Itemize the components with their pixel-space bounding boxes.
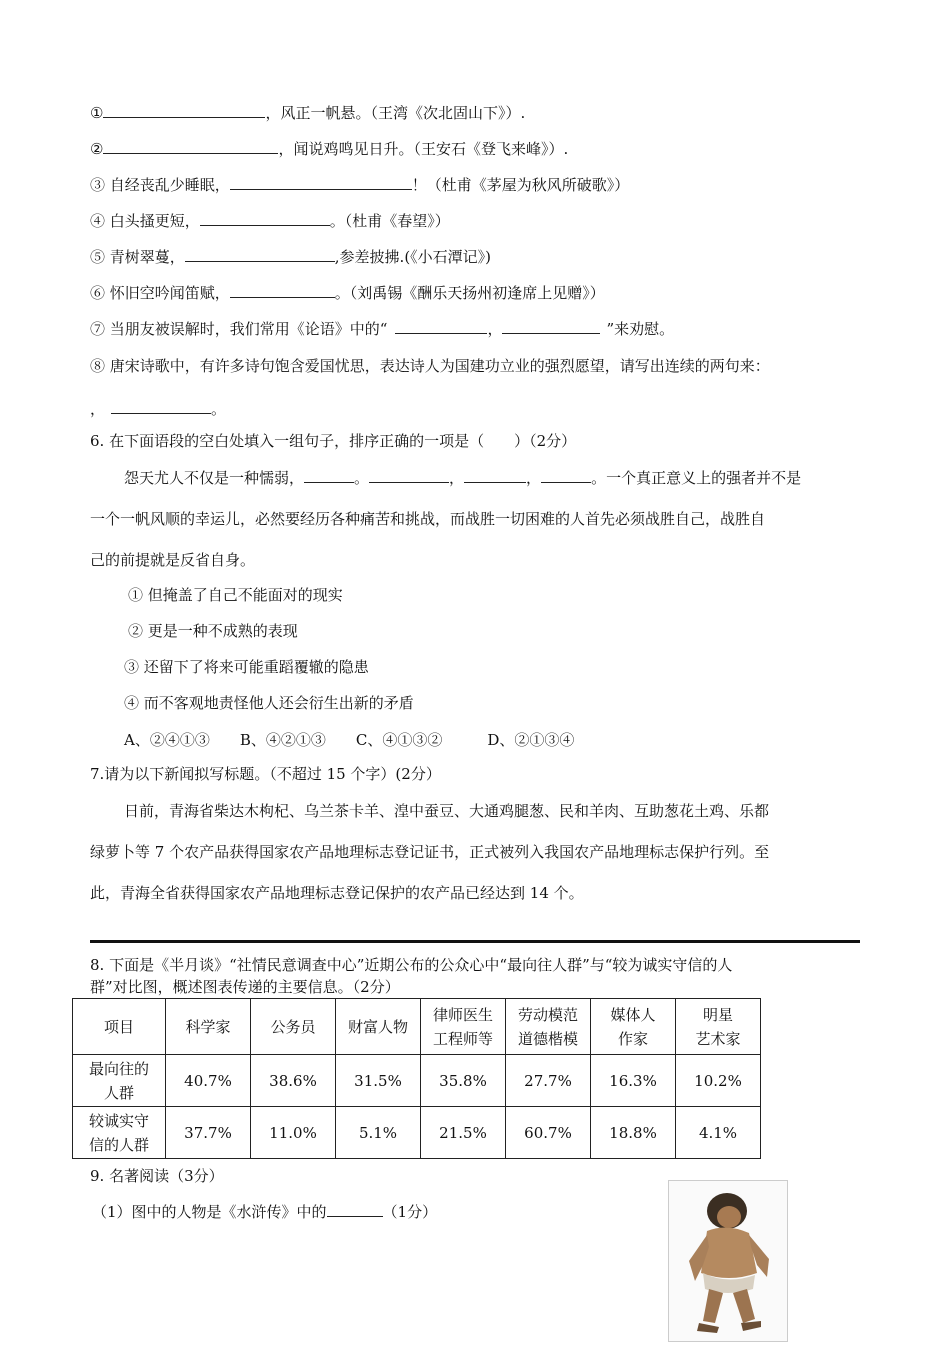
table-header-cell: 媒体人 作家 — [591, 999, 676, 1055]
answer-blank[interactable] — [111, 397, 211, 414]
table-cell: 16.3% — [591, 1055, 676, 1107]
poem-line-1: ① ，风正一帆悬。（王湾《次北固山下》）. — [90, 101, 525, 124]
table-cell: 21.5% — [421, 1107, 506, 1159]
poem-line-7: ⑦ 当朋友被误解时，我们常用《论语》中的“ ， ”来劝慰。 — [90, 317, 674, 340]
answer-blank[interactable] — [541, 466, 591, 483]
q6-option-4: ④ 而不客观地责怪他人还会衍生出新的矛盾 — [124, 694, 414, 712]
q7-title: 7.请为以下新闻拟写标题。（不超过 15 个字）(2分） — [90, 765, 441, 783]
q6-option-3: ③ 还留下了将来可能重蹈覆辙的隐患 — [124, 658, 369, 676]
q6-paragraph-line-2: 一个一帆风顺的幸运儿，必然要经历各种痛苦和挑战，而战胜一切困难的人首先必须战胜自己，战胜自 — [90, 510, 766, 528]
answer-blank[interactable] — [395, 317, 487, 334]
table-header-cell: 律师医生 工程师等 — [421, 999, 506, 1055]
answer-blank[interactable] — [369, 466, 449, 483]
poem-line-4: ④ 白头搔更短， 。（杜甫《春望》） — [90, 209, 450, 232]
table-row-label: 最向往的 人群 — [73, 1055, 166, 1107]
q6-choices: A、②④①③ B、④②①③ C、④①③② D、②①③④ — [124, 731, 575, 749]
table-cell: 35.8% — [421, 1055, 506, 1107]
table-row-label: 较诚实守 信的人群 — [73, 1107, 166, 1159]
q6-title: 6. 在下面语段的空白处填入一组句子，排序正确的一项是（ ）（2分） — [90, 432, 577, 450]
q7-paragraph-line-2: 绿萝卜等 7 个农产品获得国家农产品地理标志登记证书，正式被列入我国农产品地理标志保护行列。至 — [90, 843, 770, 861]
table-header-cell: 公务员 — [251, 999, 336, 1055]
table-row — [73, 1055, 761, 1107]
q6-paragraph-line-1: 怨天尤人不仅是一种懦弱， 。 ， ， 。一个真正意义上的强者并不是 — [124, 466, 801, 489]
answer-blank[interactable] — [327, 1200, 383, 1217]
table-cell: 11.0% — [251, 1107, 336, 1159]
table-cell: 27.7% — [506, 1055, 591, 1107]
table-header-cell: 项目 — [73, 999, 166, 1055]
q6-option-2: ② 更是一种不成熟的表现 — [128, 622, 298, 640]
poem-line-5: ⑤ 青树翠蔓， ,参差披拂.(《小石潭记》) — [90, 245, 491, 268]
q9-title: 9. 名著阅读（3分） — [90, 1167, 224, 1185]
q8-title-line-2: 群”对比图，概述图表传递的主要信息。（2分） — [90, 978, 400, 996]
table-row — [73, 1107, 761, 1159]
poem-line-6: ⑥ 怀旧空吟闻笛赋， 。（刘禹锡《酬乐天扬州初逢席上见赠》） — [90, 281, 605, 304]
answer-blank[interactable] — [230, 281, 335, 298]
answer-blank[interactable] — [464, 466, 526, 483]
table-cell: 40.7% — [166, 1055, 251, 1107]
table-cell: 31.5% — [336, 1055, 421, 1107]
character-illustration — [668, 1180, 788, 1342]
q8-title-line-1: 8. 下面是《半月谈》“社情民意调查中心”近期公布的公众心中“最向往人群”与“较为诚实守信的人 — [90, 956, 733, 974]
table-cell: 60.7% — [506, 1107, 591, 1159]
poem-line-2: ② ，闻说鸡鸣见日升。（王安石《登飞来峰》）. — [90, 137, 568, 160]
table-cell: 10.2% — [676, 1055, 761, 1107]
poem-line-8: ⑧ 唐宋诗歌中，有许多诗句饱含爱国忧思，表达诗人为国建功立业的强烈愿望，请写出连续的两句来： — [90, 357, 770, 375]
comparison-table — [72, 998, 761, 1159]
table-header-cell: 劳动模范 道德楷模 — [506, 999, 591, 1055]
table-header-cell: 明星 艺术家 — [676, 999, 761, 1055]
q7-paragraph-line-3: 此，青海全省获得国家农产品地理标志登记保护的农产品已经达到 14 个。 — [90, 884, 584, 902]
answer-blank[interactable] — [304, 466, 354, 483]
table-cell: 18.8% — [591, 1107, 676, 1159]
table-cell: 4.1% — [676, 1107, 761, 1159]
answer-blank[interactable] — [230, 173, 412, 190]
answer-blank[interactable] — [502, 317, 600, 334]
table-cell: 5.1% — [336, 1107, 421, 1159]
table-header-row — [73, 999, 761, 1055]
table-header-cell: 科学家 — [166, 999, 251, 1055]
q9-sub-question-1: （1）图中的人物是《水浒传》中的 （1分） — [92, 1200, 437, 1223]
q6-option-1: ① 但掩盖了自己不能面对的现实 — [128, 586, 343, 604]
q6-paragraph-line-3: 己的前提就是反省自身。 — [90, 551, 256, 569]
table-cell: 37.7% — [166, 1107, 251, 1159]
table-header-cell: 财富人物 — [336, 999, 421, 1055]
answer-blank[interactable] — [103, 101, 265, 118]
poem-line-8-answer: ， 。 — [90, 397, 226, 420]
table-cell: 38.6% — [251, 1055, 336, 1107]
warrior-figure-image — [669, 1181, 787, 1341]
section-divider — [90, 940, 860, 943]
answer-blank[interactable] — [103, 137, 278, 154]
answer-blank[interactable] — [185, 245, 335, 262]
poem-line-3: ③ 自经丧乱少睡眠， ！（杜甫《茅屋为秋风所破歌》） — [90, 173, 629, 196]
answer-blank[interactable] — [200, 209, 330, 226]
q7-paragraph-line-1: 日前，青海省柴达木枸杞、乌兰茶卡羊、湟中蚕豆、大通鸡腿葱、民和羊肉、互助葱花土鸡、乐都 — [124, 802, 770, 820]
